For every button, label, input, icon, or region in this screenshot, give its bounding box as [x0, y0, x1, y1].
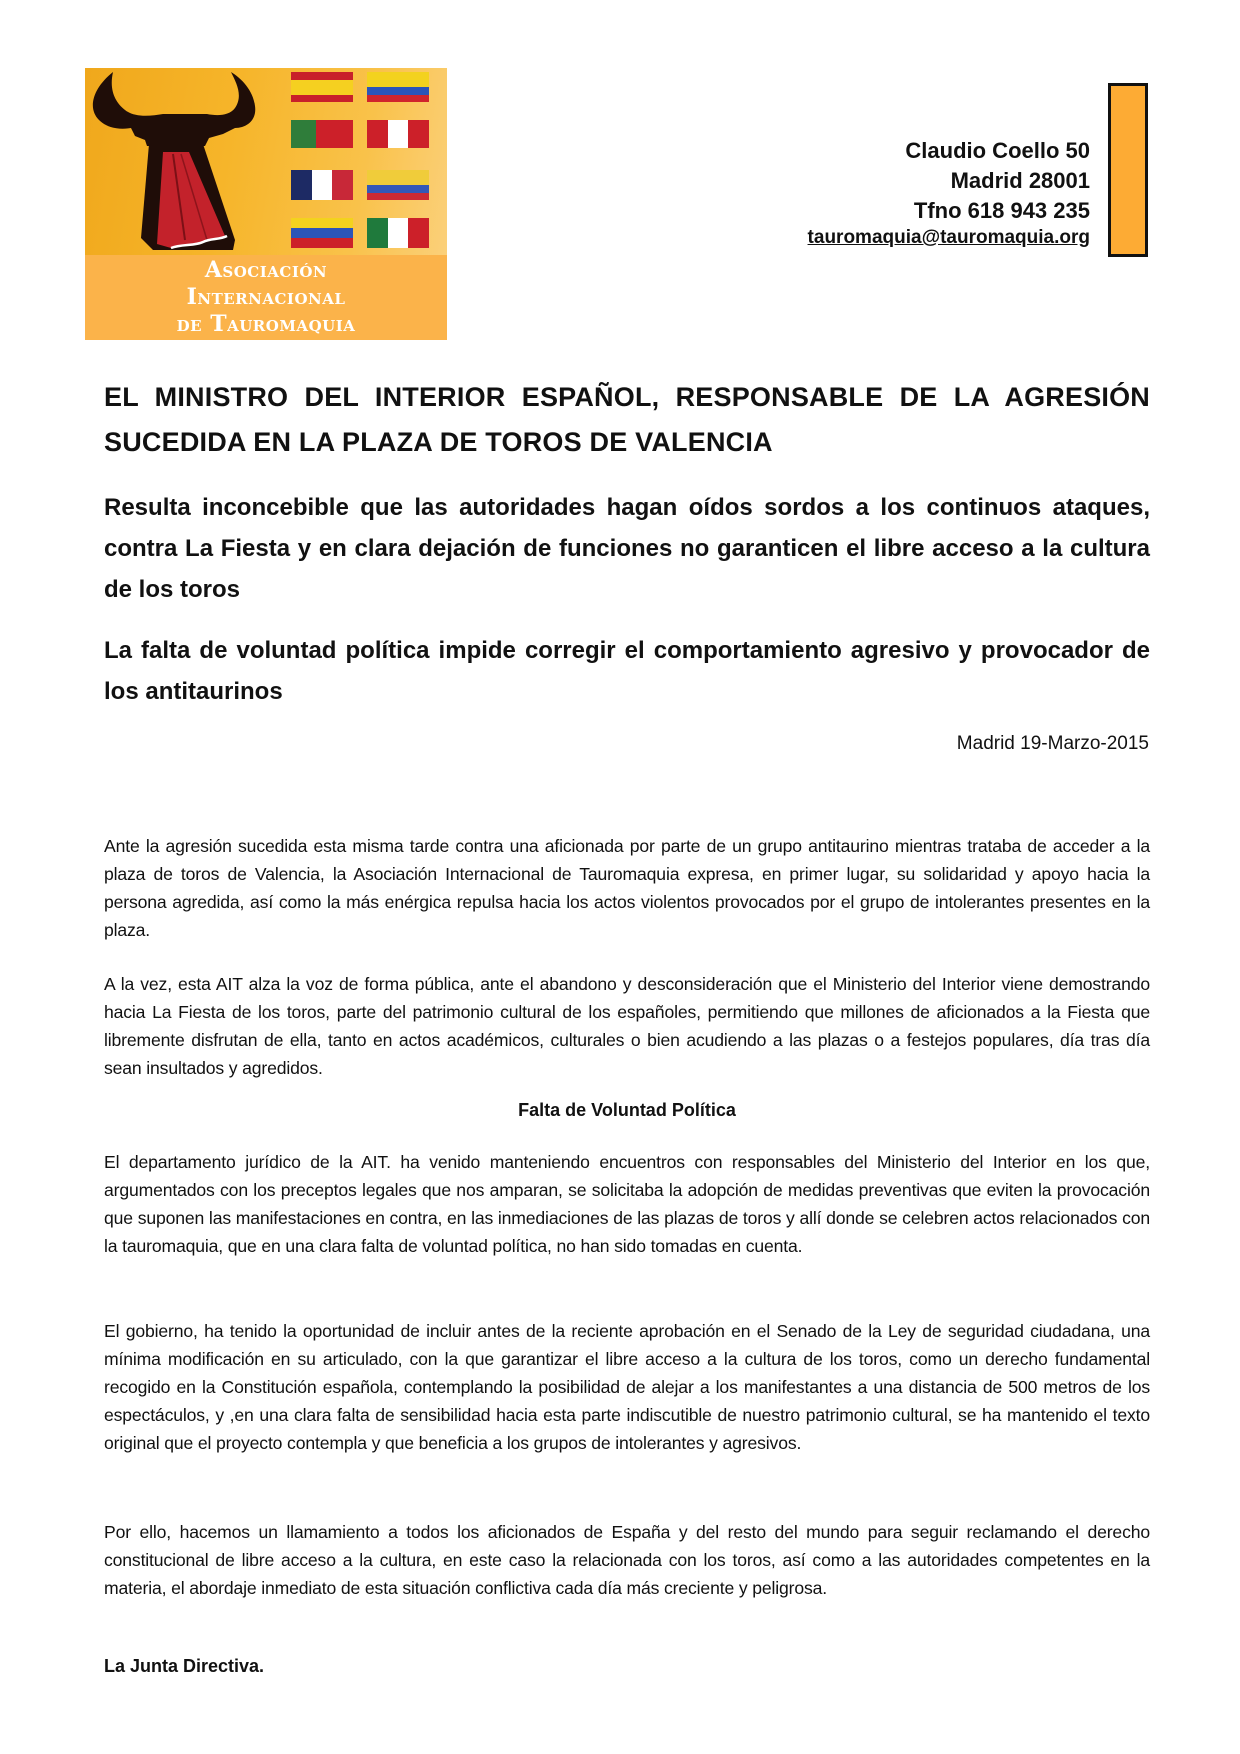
mexico-flag-icon — [367, 218, 429, 248]
logo-line-3: de Tauromaquia — [176, 311, 356, 337]
logo-line-2: Internacional — [186, 284, 346, 310]
body-paragraph-5: Por ello, hacemos un llamamiento a todos los aficionados de España y del resto del mundo para seguir reclamando el derecho constitucional de libre acceso a la cultura, en este caso la relacionada con los toros, así como a las autoridades competentes en la materia, el abordaje inmediato de esta situación conflictiva cada día más creciente y peligrosa. — [104, 1522, 1150, 1598]
document-date: Madrid 19-Marzo-2015 — [956, 733, 1149, 754]
logo-line-1: Asociación — [204, 257, 328, 283]
body-paragraph-2: A la vez, esta AIT alza la voz de forma pública, ante el abandono y desconsideración que el Ministerio del Interior viene demostrando hacia La Fiesta de los toros, parte del patrimonio cultural de los españoles, permitiendo que millones de aficionados a la Fiesta que libremente disfrutan de ella, tanto en actos académicos, culturales o bien acudiendo a las plazas o a festejos populares, día tras día sean insultados y agredidos. — [104, 974, 1150, 1078]
contact-email-link[interactable]: tauromaquia@tauromaquia.org — [807, 227, 1090, 248]
portugal-flag-icon — [291, 120, 353, 148]
body-paragraph-4: El gobierno, ha tenido la oportunidad de incluir antes de la reciente aprobación en el Senado de la Ley de seguridad ciudadana, una mínima modificación en su articulado, con la que garantizar el libre acceso a la cultura de los toros, como un derecho fundamental recogido en la Constitución española, contemplando la posibilidad de alejar a los manifestantes a una distancia de 500 metros de los espectáculos, y ,en una clara falta de sensibilidad hacia esta parte indiscutible de nuestro patrimonio cultural, se ha mantenido el texto original que el proyecto contempla y que beneficia a los grupos de intolerantes y agresivos. — [104, 1321, 1150, 1453]
accent-bar — [1108, 83, 1148, 257]
colombia-flag-icon — [367, 170, 429, 200]
section-heading: Falta de Voluntad Política — [518, 1100, 736, 1120]
body-paragraph-3: El departamento jurídico de la AIT. ha venido manteniendo encuentros con responsables del Ministerio del Interior en los que, argumentados con los preceptos legales que nos amparan, se solicitaba la adopción de medidas preventivas que eviten la provocación que suponen las manifestaciones en contra, en las inmediaciones de las plazas de toros y allí donde se celebren actos relacionados con la tauromaquia, que en una clara falta de voluntad política, no han sido tomadas en cuenta. — [104, 1152, 1150, 1256]
spain-flag-icon — [291, 72, 353, 102]
bull-silhouette-icon — [85, 68, 285, 255]
subheading-1: Resulta inconcebible que las autoridades hagan oídos sordos a los continuos ataques, contra La Fiesta y en clara dejación de funciones no garanticen el libre acceso a la cultura de los toros — [104, 494, 1150, 603]
ecuador-flag-icon — [367, 72, 429, 102]
contact-block — [808, 136, 1090, 250]
venezuela-flag-icon — [291, 218, 353, 248]
france-flag-icon — [291, 170, 353, 200]
body-paragraph-1: Ante la agresión sucedida esta misma tarde contra una aficionada por parte de un grupo antitaurino mientras trataba de acceder a la plaza de toros de Valencia, la Asociación Internacional de Tauromaquia expresa, en primer lugar, su solidaridad y apoyo hacia la persona agredida, así como la más enérgica repulsa hacia los actos violentos provocados por el grupo de intolerantes presentes en la plaza. — [104, 836, 1150, 940]
contact-phone: Tfno 618 943 235 — [913, 198, 1090, 223]
contact-street: Claudio Coello 50 — [905, 138, 1090, 163]
contact-city: Madrid 28001 — [950, 168, 1090, 193]
page-title: EL MINISTRO DEL INTERIOR ESPAÑOL, RESPONSABLE DE LA AGRESIÓN SUCEDIDA EN LA PLAZA DE TOROS DE VALENCIA — [104, 382, 1150, 457]
subheading-2: La falta de voluntad política impide corregir el comportamiento agresivo y provocador de los antitaurinos — [104, 637, 1150, 705]
logo-name-band — [85, 255, 447, 340]
association-logo — [85, 68, 447, 340]
peru-flag-icon — [367, 120, 429, 148]
signature: La Junta Directiva. — [104, 1656, 265, 1676]
logo-artwork — [85, 68, 447, 255]
